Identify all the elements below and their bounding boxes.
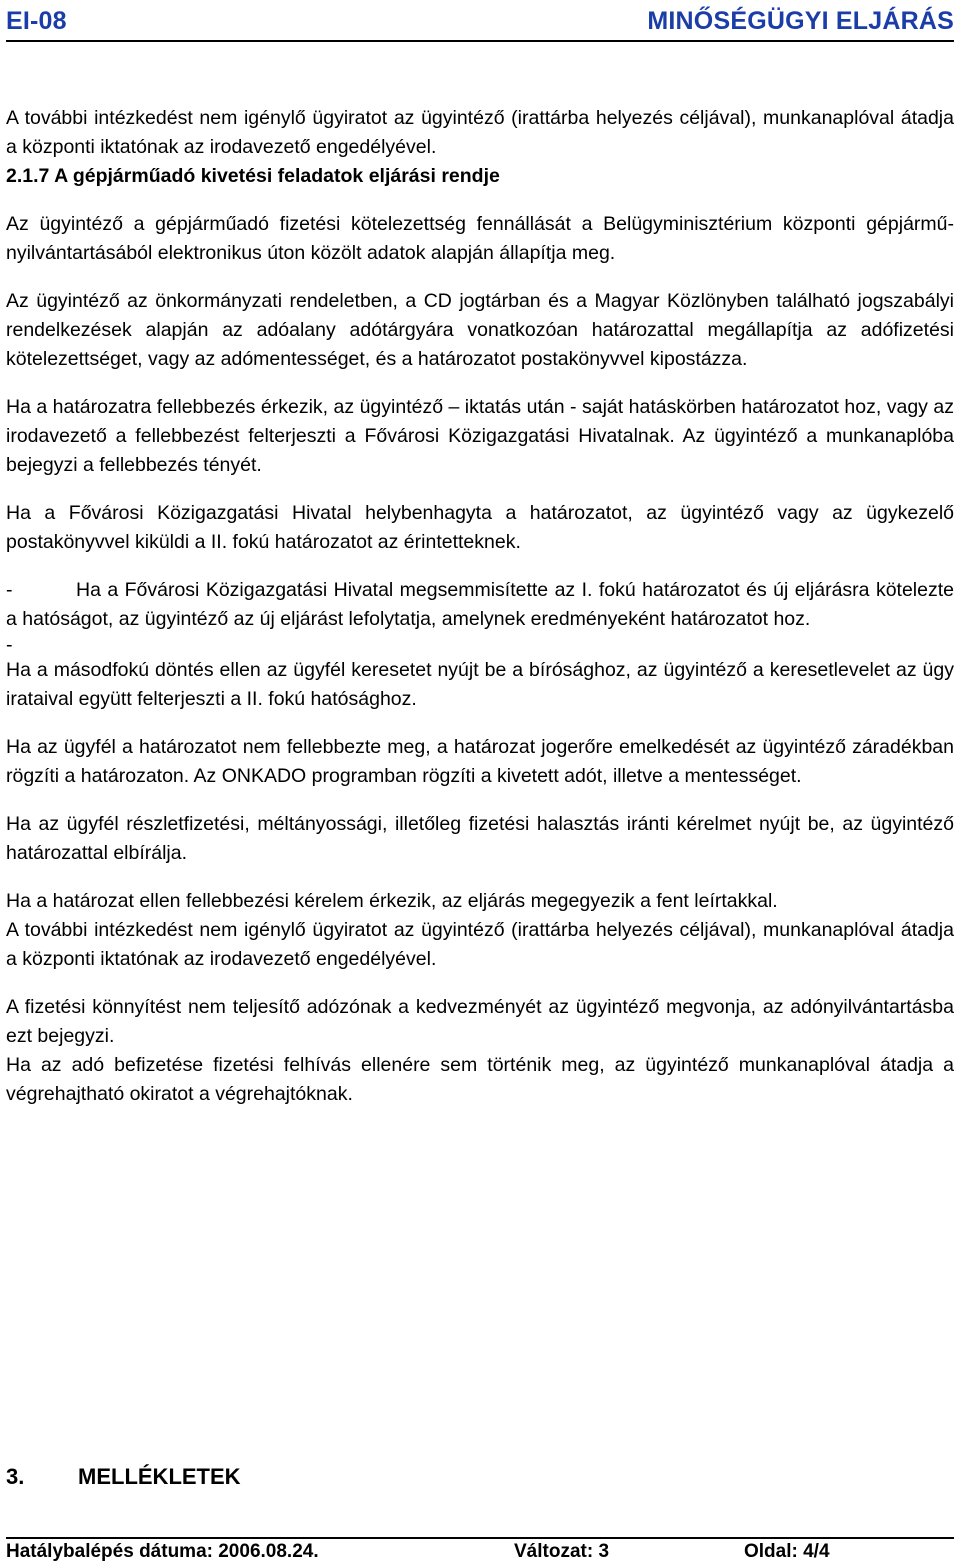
paragraph: Az ügyintéző az önkormányzati rendeletben, a CD jogtárban és a Magyar Közlönyben található jogszabályi rendelkezések alapján az adóalany adótárgyára vonatkozóan határozattal megállapítja az adófizetési kötelezettséget, vagy az adómentességet, és a határozatot postakönyvvel kipostázza. <box>6 290 954 370</box>
section-number: 3. <box>6 1464 25 1489</box>
document-page <box>6 0 954 1565</box>
page-footer <box>6 1537 954 1565</box>
paragraph: Ha a határozat ellen fellebbezési kérelem érkezik, az eljárás megegyezik a fent leírtakkal. <box>6 890 778 912</box>
paragraph-dash-item <box>6 576 954 634</box>
paragraph: Ha a Fővárosi Közigazgatási Hivatal helybenhagyta a határozatot, az ügyintéző vagy az ügykezelő postakönyvvel kiküldi a II. fokú határozatot az érintetteknek. <box>6 502 954 553</box>
dash-marker: - <box>6 634 13 656</box>
paragraph: A fizetési könnyítést nem teljesítő adózónak a kedvezményét az ügyintéző megvonja, az adónyilvántartásba ezt bejegyzi. <box>6 996 954 1047</box>
page-header <box>6 2 954 42</box>
section-heading: 2.1.7 A gépjárműadó kivetési feladatok eljárási rendje <box>6 165 500 187</box>
paragraph: Ha a határozatra fellebbezés érkezik, az ügyintéző – iktatás után - saját hatáskörben határozatot hoz, vagy az irodavezető a fellebbezést felterjeszti a Fővárosi Közigazgatási Hivatalnak. Az ügyintéző a munkanaplóba bejegyzi a fellebbezés tényét. <box>6 396 954 476</box>
document-id: EI-08 <box>6 6 67 35</box>
dash-item-text: Ha a Fővárosi Közigazgatási Hivatal megsemmisítette az I. fokú határozatot és új eljárásra kötelezte a hatóságot, az ügyintéző az új eljárást lefolytatja, amelynek eredményeként határozatot hoz. <box>6 579 954 630</box>
paragraph-intro: A további intézkedést nem igénylő ügyiratot az ügyintéző (irattárba helyezés céljával), munkanaplóval átadja a központi iktatónak az irodavezető engedélyével. <box>6 107 954 158</box>
paragraph: Ha az ügyfél a határozatot nem fellebbezte meg, a határozat jogerőre emelkedését az ügyintéző záradékban rögzíti a határozaton. Az ONKADO programban rögzíti a kivetett adót, illetve a mentességet. <box>6 736 954 787</box>
section-title: MELLÉKLETEK <box>78 1464 241 1489</box>
document-body <box>6 104 954 1109</box>
section-3-heading <box>6 1464 241 1490</box>
dash-marker: - <box>6 579 13 601</box>
version: Változat: 3 <box>514 1541 610 1562</box>
page-number: Oldal: 4/4 <box>744 1541 830 1562</box>
paragraph: A további intézkedést nem igénylő ügyiratot az ügyintéző (irattárba helyezés céljával), munkanaplóval átadja a központi iktatónak az irodavezető engedélyével. <box>6 919 954 970</box>
document-type: MINŐSÉGÜGYI ELJÁRÁS <box>647 6 954 35</box>
paragraph: Ha az ügyfél részletfizetési, méltányossági, illetőleg fizetési halasztás iránti kérelmet nyújt be, az ügyintéző határozattal elbírálja. <box>6 813 954 864</box>
effective-date: Hatálybalépés dátuma: 2006.08.24. <box>6 1541 319 1562</box>
paragraph: Az ügyintéző a gépjárműadó fizetési kötelezettség fennállását a Belügyminisztérium központi gépjármű-nyilvántartásából elektronikus úton közölt adatok alapján állapítja meg. <box>6 213 954 264</box>
paragraph: Ha az adó befizetése fizetési felhívás ellenére sem történik meg, az ügyintéző munkanaplóval átadja a végrehajtható okiratot a végrehajtóknak. <box>6 1054 954 1105</box>
paragraph: Ha a másodfokú döntés ellen az ügyfél keresetet nyújt be a bírósághoz, az ügyintéző a keresetlevelet az ügy irataival együtt felterjeszti a II. fokú hatósághoz. <box>6 659 954 710</box>
